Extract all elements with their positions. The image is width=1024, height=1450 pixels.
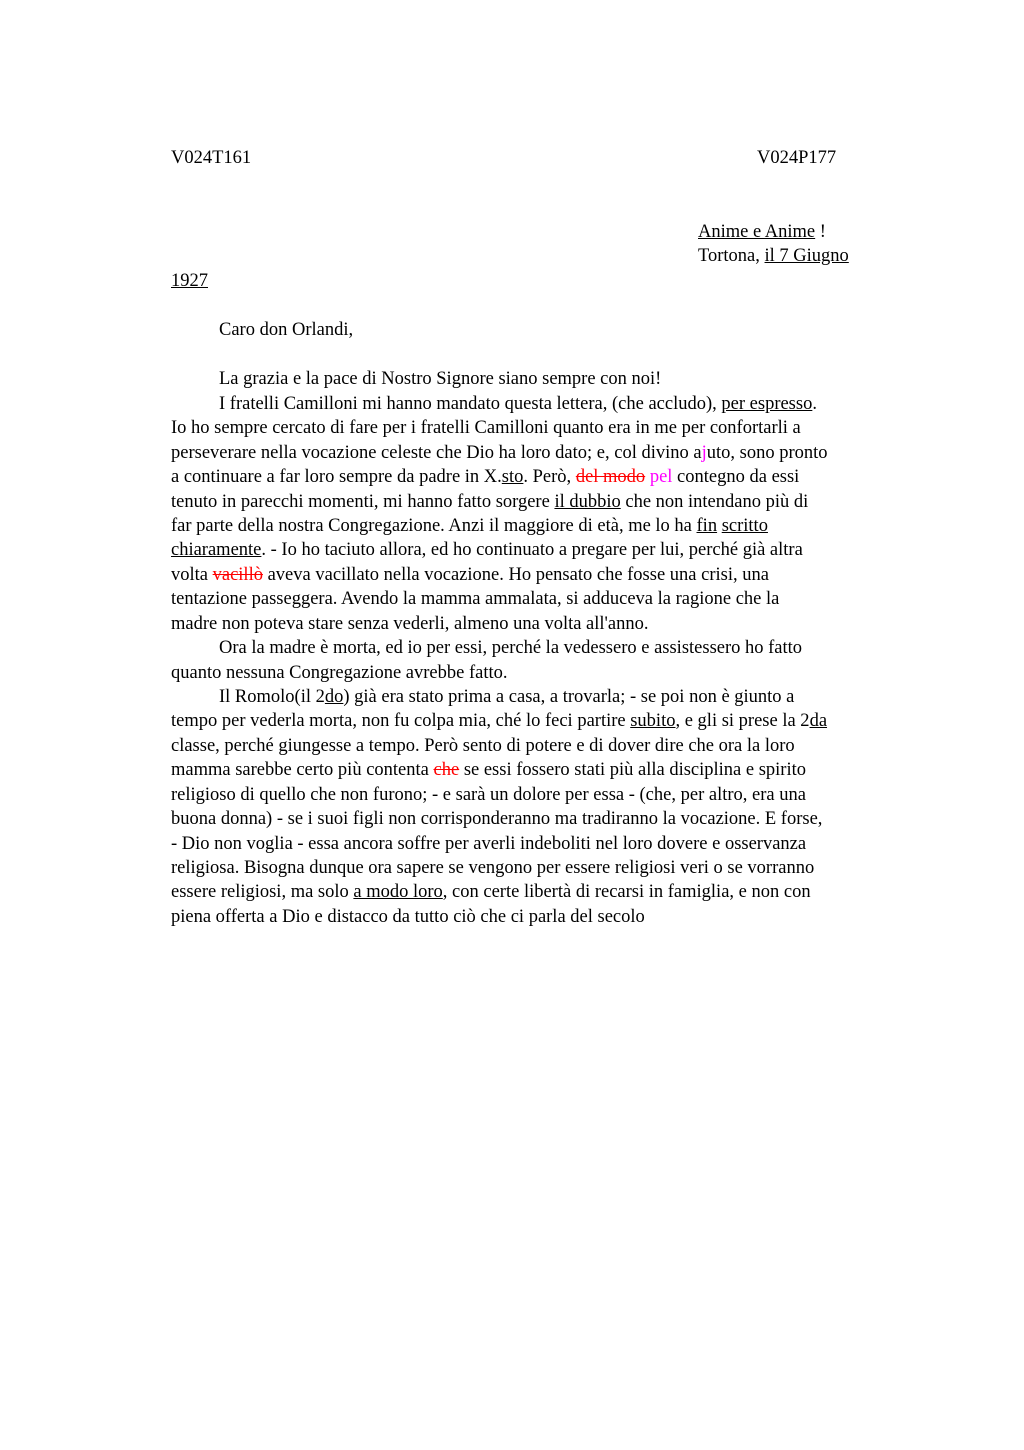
- text-line: religioso di quello che non furono; - e sarà un dolore per essa - (che, per altro, era una: [171, 785, 806, 805]
- document-code-right: V024P177: [757, 148, 837, 168]
- text-line: Ora la madre è morta, ed io per essi, perché la vedessero e assistessero ho fatto: [219, 638, 803, 658]
- text-run: ) già era stato prima a casa, a trovarla; - se poi non è giunto a: [343, 687, 795, 707]
- underlined-text: sto: [501, 467, 524, 487]
- text-run: essere religiosi, ma solo: [171, 882, 354, 902]
- underlined-text: a modo loro: [353, 882, 443, 902]
- dateline-date: il 7 Giugno: [764, 246, 849, 266]
- text-line: religiosa. Bisogna dunque ora sapere se vengono per essere religiosi veri o se vorranno: [171, 858, 815, 878]
- deleted-text: che: [433, 760, 460, 780]
- text-line: Io ho sempre cercato di fare per i fratelli Camilloni quanto era in me per confortarli a: [171, 418, 801, 438]
- underlined-text: subito: [630, 711, 676, 731]
- text-run: . - Io ho taciuto allora, ed ho continuato a pregare per lui, perché già altra: [261, 540, 803, 560]
- text-line: - Dio non voglia - essa ancora soffre per averli indeboliti nel loro dovere e osservanza: [171, 834, 807, 854]
- text-line: madre non poteva stare senza vederli, almeno una volta all'anno.: [171, 614, 649, 634]
- text-run: . Però,: [523, 467, 576, 487]
- underlined-text: il dubbio: [554, 492, 621, 512]
- text-line: [171, 880, 811, 905]
- text-run: a continuare a far loro sempre da padre in X.: [171, 467, 502, 487]
- underlined-text: per espresso: [721, 394, 813, 414]
- greeting: La grazia e la pace di Nostro Signore siano sempre con noi!: [219, 369, 662, 389]
- text-run: .: [812, 394, 817, 414]
- text-line: buona donna) - se i suoi figli non corrisponderanno ma tradiranno la vocazione. E forse,: [171, 809, 823, 829]
- document-code-left: V024T161: [171, 148, 252, 168]
- text-line: [219, 392, 817, 417]
- dateline-place: Tortona,: [698, 246, 765, 266]
- underlined-text: chiaramente: [171, 540, 262, 560]
- text-run: volta: [171, 565, 213, 585]
- inserted-text: j: [701, 443, 707, 463]
- text-line: classe, perché giungesse a tempo. Però sento di potere e di dover dire che ora la loro: [171, 736, 795, 756]
- text-run: far parte della nostra Congregazione. Anzi il maggiore di età, me lo ha: [171, 516, 697, 536]
- text-run: uto, sono pronto: [706, 443, 828, 463]
- text-run: mamma sarebbe certo più contenta: [171, 760, 434, 780]
- text-run: aveva vacillato nella vocazione. Ho pensato che fosse una crisi, una: [262, 565, 769, 585]
- letter-title: [698, 220, 826, 245]
- text-run: tenuto in parecchi momenti, mi hanno fatto sorgere: [171, 492, 555, 512]
- text-line: [171, 709, 827, 734]
- underlined-text: da: [809, 711, 828, 731]
- text-line: [219, 685, 794, 710]
- text-run: perseverare nella vocazione celeste che Dio ha loro dato; e, col divino a: [171, 443, 702, 463]
- text-line: [171, 538, 803, 563]
- text-run: Il Romolo(il 2: [219, 687, 325, 707]
- text-line: piena offerta a Dio e distacco da tutto ciò che ci parla del secolo: [171, 907, 645, 927]
- text-line: [171, 441, 828, 466]
- text-line: [171, 465, 799, 490]
- text-line: [171, 490, 808, 515]
- dateline: [698, 244, 849, 269]
- text-line: [171, 563, 769, 588]
- underlined-text: scritto: [721, 516, 768, 536]
- text-run: contegno da essi: [672, 467, 800, 487]
- underlined-text: fin: [696, 516, 718, 536]
- text-line: [171, 514, 768, 539]
- text-run: , con certe libertà di recarsi in famiglia, e non con: [442, 882, 811, 902]
- text-run: tempo per vederla morta, non fu colpa mia, ché lo feci partire: [171, 711, 631, 731]
- inserted-text: pel: [645, 467, 673, 487]
- salutation: Caro don Orlandi,: [219, 320, 354, 340]
- deleted-text: del modo: [575, 467, 646, 487]
- underlined-text: do: [324, 687, 344, 707]
- dateline-year: 1927: [171, 271, 208, 291]
- title-exclamation: !: [815, 222, 826, 242]
- title-underlined: Anime e Anime: [698, 222, 816, 242]
- text-line: quanto nessuna Congregazione avrebbe fatto.: [171, 663, 508, 683]
- text-run: che non intendano più di: [620, 492, 809, 512]
- text-run: I fratelli Camilloni mi hanno mandato questa lettera, (che accludo),: [219, 394, 722, 414]
- text-run: , e gli si prese la 2: [675, 711, 810, 731]
- text-line: [171, 758, 806, 783]
- text-line: tentazione passeggera. Avendo la mamma ammalata, si adduceva la ragione che la: [171, 589, 780, 609]
- deleted-text: vacillò: [212, 565, 263, 585]
- text-run: se essi fossero stati più alla disciplina e spirito: [459, 760, 806, 780]
